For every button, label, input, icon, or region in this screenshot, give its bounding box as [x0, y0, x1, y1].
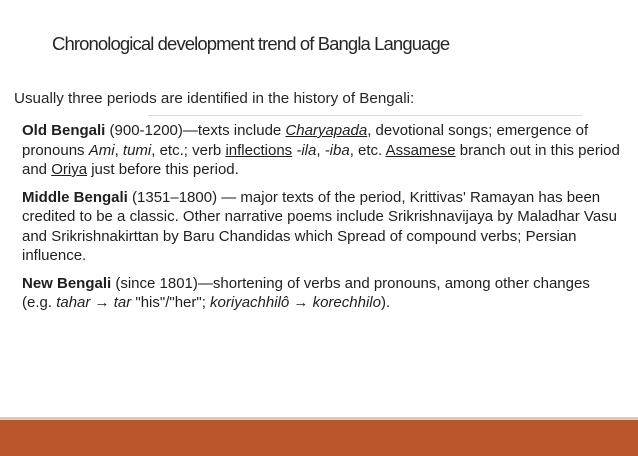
period-text: branch out in this period and: [22, 141, 620, 178]
period-name: Old Bengali: [22, 122, 106, 139]
period-text: just before this period.: [87, 161, 239, 178]
slide-title: Chronological development trend of Bangla Language: [52, 33, 450, 54]
period-text: (900-1200)—texts include: [105, 122, 286, 139]
period-old-bengali: [22, 121, 622, 180]
period-text: , etc.; verb: [151, 141, 226, 159]
example-term: tahar → tar: [56, 294, 132, 311]
period-new-bengali: [22, 274, 622, 313]
period-text: ,: [316, 141, 325, 159]
footer-bar: [0, 420, 638, 456]
link-assamese[interactable]: Assamese: [385, 141, 456, 159]
period-text: , etc.: [349, 141, 386, 159]
link-charyapada[interactable]: Charyapada: [285, 122, 368, 139]
period-text: ).: [380, 294, 391, 311]
periods-list: [22, 121, 622, 321]
suffix-term: -ila: [296, 141, 317, 159]
suffix-term: -iba: [324, 141, 350, 159]
example-term: koriyachhilô → korechhilo: [210, 294, 381, 311]
period-text: (since 1801)—shortening of verbs and pronouns, among other changes (e.g.: [22, 274, 590, 311]
period-name: Middle Bengali: [22, 188, 128, 206]
period-text: (1351–1800) — major texts of the period, Krittivas' Ramayan has been credited to be a classic. Other narrative poems include Srikrishnavijaya by Maladhar Vasu and Srikrishnakirttan by Baru Chandidas which Spread of compound verbs; Persian influence.: [22, 188, 618, 264]
intro-text: Usually three periods are identified in the history of Bengali:: [14, 90, 415, 107]
pronoun-term: tumi: [122, 141, 152, 159]
pronoun-term: Ami: [88, 141, 115, 159]
divider-line: [148, 115, 582, 116]
link-oriya[interactable]: Oriya: [51, 161, 88, 178]
link-inflections[interactable]: inflections: [225, 141, 293, 159]
period-text: ,: [114, 141, 123, 159]
period-text: , devotional songs; emergence of pronouns: [22, 122, 589, 159]
period-middle-bengali: [22, 188, 622, 266]
period-name: New Bengali: [22, 274, 112, 292]
period-text: "his"/"her";: [131, 294, 211, 311]
